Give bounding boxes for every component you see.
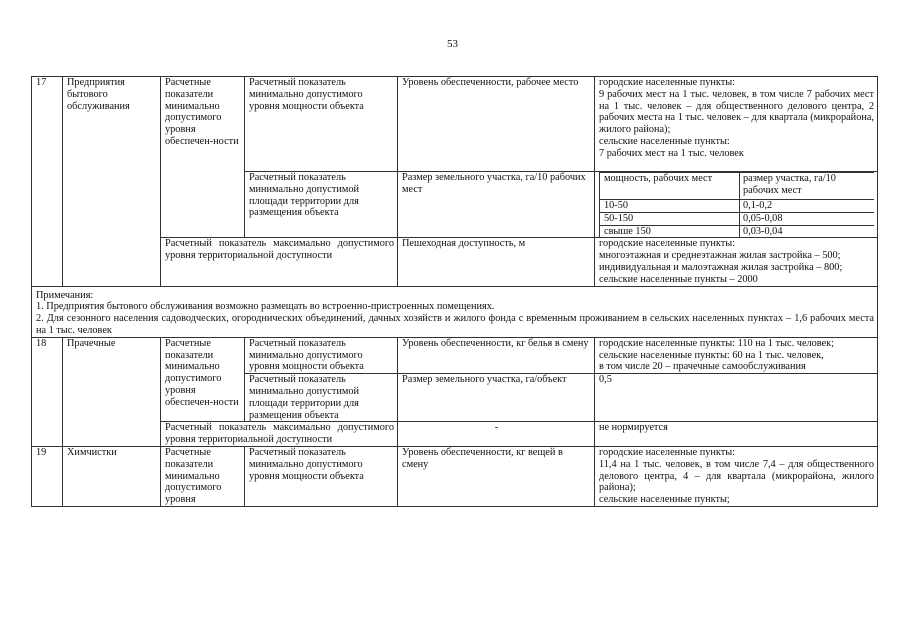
value-line: сельские населенные пункты – 2000: [599, 273, 758, 285]
indicator-unit: Уровень обеспеченности, кг вещей в смену: [398, 446, 595, 506]
sub-header: мощность, рабочих мест: [600, 173, 740, 200]
value-line: городские населенные пункты:: [599, 238, 736, 250]
plot-size-table: [599, 172, 874, 237]
value-line: 11,4 на 1 тыс. человек, в том числе 7,4 – для общественного делового центра, 4 – для квартала (микрорайона, жилого района);: [599, 458, 874, 494]
indicator-unit: Уровень обеспеченности, рабочее место: [398, 77, 595, 172]
indicator-unit: Размер земельного участка, га/10 рабочих мест: [398, 172, 595, 238]
indicator-value: [595, 337, 878, 373]
sub-row: [600, 212, 875, 225]
indicator-name: Расчетный показатель минимально допустимой площади территории для размещения объекта: [245, 172, 398, 238]
standards-table: [31, 76, 878, 507]
indicator-category: Расчетный показатель максимально допустимого уровня территориальной доступности: [161, 422, 398, 447]
value-line: 7 рабочих мест на 1 тыс. человек: [599, 147, 744, 159]
table-row: [32, 337, 878, 373]
value-line: в том числе 20 – прачечные самообслуживания: [599, 361, 806, 373]
facility-name: Прачечные: [63, 337, 161, 446]
sub-row: [600, 200, 875, 213]
sub-cell: 0,05-0,08: [740, 212, 875, 225]
indicator-category: Расчетный показатель максимально допустимого уровня территориальной доступности: [161, 238, 398, 286]
facility-name: Химчистки: [63, 446, 161, 506]
value-line: многоэтажная и среднеэтажная жилая застройка – 500;: [599, 250, 841, 262]
table-row: [32, 77, 878, 172]
value-line: сельские населенные пункты:: [599, 135, 730, 147]
value-line: индивидуальная и малоэтажная жилая застройка – 800;: [599, 261, 843, 273]
indicator-value: [595, 446, 878, 506]
indicator-unit: Размер земельного участка, га/объект: [398, 374, 595, 422]
indicator-value: не нормируется: [595, 422, 878, 447]
indicator-name: Расчетный показатель минимально допустимого уровня мощности объекта: [245, 337, 398, 373]
sub-cell: 0,1-0,2: [740, 200, 875, 213]
value-line: городские населенные пункты: 110 на 1 тыс. человек;: [599, 337, 835, 349]
facility-name: Предприятия бытового обслуживания: [63, 77, 161, 287]
indicator-value: [595, 238, 878, 286]
sub-cell: 0,03-0,04: [740, 225, 875, 237]
sub-row: [600, 173, 875, 200]
sub-cell: 50-150: [600, 212, 740, 225]
indicator-category: Расчетные показатели минимально допустимого уровня обеспечен-ности: [161, 77, 245, 238]
sub-row: [600, 225, 875, 237]
sub-cell: 10-50: [600, 200, 740, 213]
notes-title: Примечания:: [36, 289, 94, 301]
indicator-unit: -: [398, 422, 595, 447]
value-line: городские населенные пункты:: [599, 446, 736, 458]
row-number: 19: [32, 446, 63, 506]
indicator-category: Расчетные показатели минимально допустимого уровня обеспечен-ности: [161, 337, 245, 422]
sub-header: размер участка, га/10 рабочих мест: [740, 173, 875, 200]
notes: [32, 286, 878, 337]
indicator-name: Расчетный показатель минимально допустимой площади территории для размещения объекта: [245, 374, 398, 422]
indicator-category: Расчетные показатели минимально допустимого уровня: [161, 446, 245, 506]
indicator-value: [595, 77, 878, 172]
indicator-unit: Уровень обеспеченности, кг белья в смену: [398, 337, 595, 373]
value-line: 9 рабочих мест на 1 тыс. человек, в том числе 7 рабочих мест на 1 тыс. человек – для общественного делового центра, 2 рабочих места на 1 тыс. человек – для квартала (микрорайона, жилого района);: [599, 88, 874, 136]
table-row: [32, 446, 878, 506]
row-number: 18: [32, 337, 63, 446]
note-item: 1. Предприятия бытового обслуживания возможно размещать во встроенно-пристроенных помещениях.: [36, 301, 495, 313]
value-line: сельские населенные пункты: 60 на 1 тыс. человек,: [599, 349, 824, 361]
indicator-name: Расчетный показатель минимально допустимого уровня мощности объекта: [245, 77, 398, 172]
sub-cell: свыше 150: [600, 225, 740, 237]
value-line: городские населенные пункты:: [599, 77, 736, 88]
row-number: 17: [32, 77, 63, 287]
note-item: 2. Для сезонного населения садоводческих, огороднических объединений, дачных хозяйств и жилого фонда с временным проживанием в сельских населенных пунктах – 1,6 рабочих места на 1 тыс. человек: [36, 313, 874, 336]
indicator-name: Расчетный показатель минимально допустимого уровня мощности объекта: [245, 446, 398, 506]
value-line: сельские населенные пункты;: [599, 494, 730, 506]
indicator-value: [595, 172, 878, 238]
page-number: 53: [447, 38, 458, 50]
indicator-unit: Пешеходная доступность, м: [398, 238, 595, 286]
indicator-value: 0,5: [595, 374, 878, 422]
table-row: [32, 286, 878, 337]
